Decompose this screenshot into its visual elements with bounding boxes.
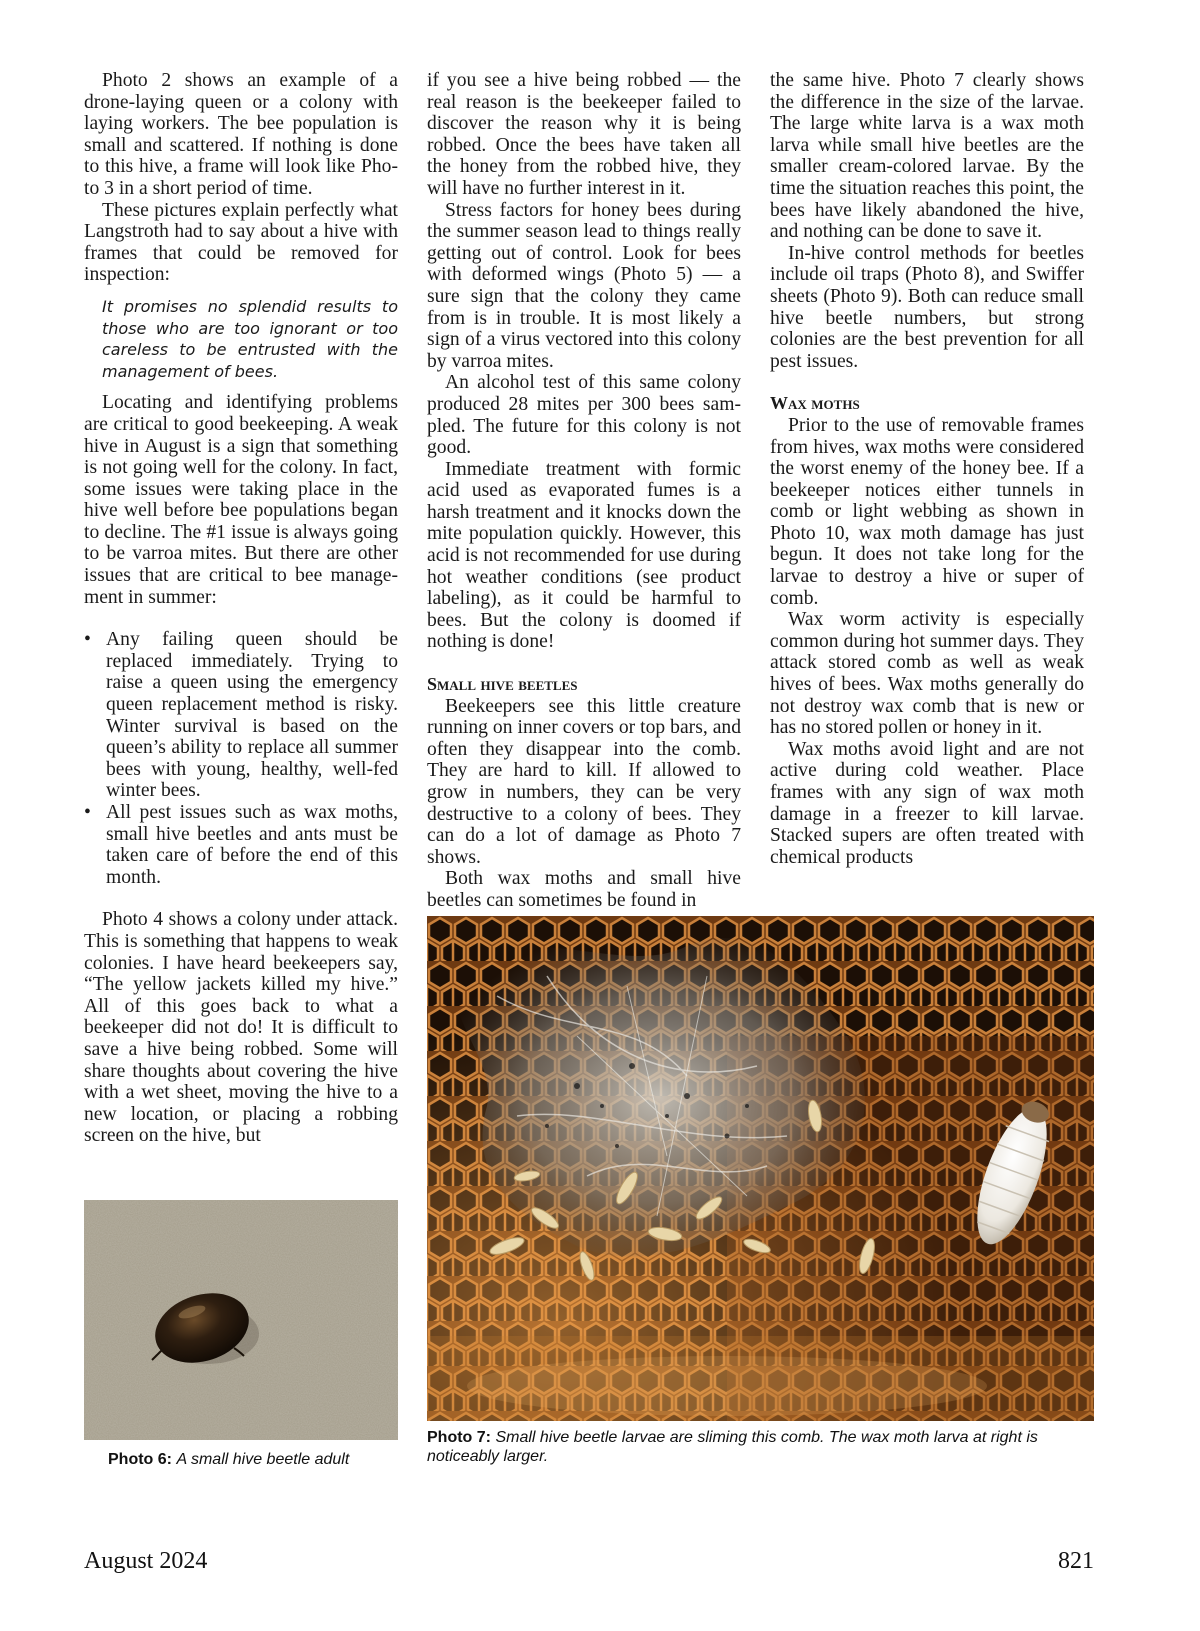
paragraph: An alcohol test of this same colony produced 28 mites per 300 bees sampled. The future for this colony is not good. — [427, 372, 741, 459]
paragraph: Photo 4 shows a colony under attack. This is something that happens to weak colonies. I have heard beekeepers say, “The yellow jackets killed my hive.” All of this goes back to what a beekeeper did not do! It is difficult to save a hive being robbed. Some will share thoughts about covering the hive with a wet sheet, moving the hive to a new location, or placing a robbing screen on the hive, but — [84, 909, 398, 1147]
footer-date: August 2024 — [84, 1548, 208, 1574]
bullet-item: • Any failing queen should be replaced immediately. Trying to raise a queen using the emergency queen replacement method is risky. Winter survival is based on the queen’s ability to replace all summer bees with young, healthy, well-fed winter bees. — [84, 629, 398, 802]
caption-label: Photo 6: — [108, 1451, 172, 1468]
column-2 — [427, 70, 741, 912]
caption-text: A small hive beetle adult — [176, 1451, 350, 1468]
caption-label: Photo 7: — [427, 1429, 491, 1446]
paragraph: Wax moths avoid light and are not active during cold weather. Place frames with any sign of wax moth damage in a freezer to kill larvae. Stacked supers are often treated with chemical products — [770, 738, 1084, 868]
section-heading-small-hive-beetles: Small hive beetles — [427, 674, 578, 695]
paragraph: Wax worm activity is especially common during hot summer days. They attack stored comb as well as weak hives of bees. Wax moths generally do not destroy wax comb that is new or has no stored pollen or honey in it. — [770, 609, 1084, 739]
caption-text: Small hive beetle larvae are sliming this comb. The wax moth larva at right is noticeably larger. — [427, 1429, 1038, 1465]
page-number: 821 — [1058, 1548, 1094, 1574]
paragraph: Stress factors for honey bees during the summer season lead to things really getting out of control. Look for bees with deformed wings (Photo 5) — a sure sign that the colony they came from is in trouble. It is most likely a sign of a virus vectored into this colony by varroa mites. — [427, 199, 741, 372]
photo-7-caption — [427, 1428, 1094, 1466]
paragraph: Photo 2 shows an example of a drone-laying queen or a colony with laying workers. The bee population is small and scattered. If nothing is done to this hive, a frame will look like Photo 3 in a short period of time. — [84, 70, 398, 199]
paragraph: Immediate treatment with formic acid used as evaporated fumes is a harsh treatment and it knocks down the mite population quickly. However, this acid is not recommended for use during hot weather conditions (see product labeling), as it could be harmful to bees. But the colony is doomed if nothing is done! — [427, 458, 741, 653]
paragraph: Beekeepers see this little creature running on inner covers or top bars, and often they disappear into the comb. They are hard to kill. If allowed to grow in numbers, they can be very destructive to a colony of bees. They can do a lot of damage as Photo 7 shows. — [427, 695, 741, 868]
photo-7-comb-image — [427, 916, 1094, 1421]
langstroth-quote: It promises no splendid results to those who are too ignorant or too careless to be entrusted with the management of bees. — [102, 296, 398, 381]
column-3 — [770, 70, 1084, 868]
paragraph: the same hive. Photo 7 clearly shows the difference in the size of the larvae. The large white larva is a wax moth larva while small hive beetles are the smaller cream-colored larvae. By the time the situation reaches this point, the bees have likely abandoned the hive, and nothing can be done to save it. — [770, 70, 1084, 243]
paragraph: if you see a hive being robbed — the real reason is the beekeeper failed to discover the reason why it is being robbed. Once the bees have taken all the honey from the robbed hive, they will have no further interest in it. — [427, 70, 741, 199]
section-heading-wax-moths: Wax moths — [770, 393, 860, 414]
photo-6-beetle-image — [84, 1200, 398, 1440]
paragraph: Prior to the use of removable frames from hives, wax moths were considered the worst enemy of the honey bee. If a beekeeper notices either tunnels in comb or light webbing as shown in Photo 10, wax moth damage has just begun. It does not take long for the larvae to destroy a hive or super of comb. — [770, 414, 1084, 609]
paragraph: Both wax moths and small hive beetles can sometimes be found in — [427, 868, 741, 911]
paragraph: These pictures explain perfectly what Langstroth had to say about a hive with frames that could be removed for inspection: — [84, 199, 398, 286]
paragraph: Locating and identifying problems are critical to good beekeeping. A weak hive in August is a sign that something is not going well for the colony. In fact, some issues were taking place in the hive well before bee populations began to decline. The #1 issue is always going to be varroa mites. But there are other issues that are critical to bee management in summer: — [84, 392, 398, 608]
paragraph: In-hive control methods for beetles include oil traps (Photo 8), and Swiffer sheets (Photo 9). Both can reduce small hive beetle numbers, but strong colonies are the best prevention for all pest issues. — [770, 242, 1084, 372]
bullet-item: • All pest issues such as wax moths, small hive beetles and ants must be taken care of before the end of this month. — [84, 802, 398, 888]
bullet-list — [84, 629, 398, 888]
column-1 — [84, 70, 398, 1147]
photo-6-caption — [108, 1450, 408, 1469]
